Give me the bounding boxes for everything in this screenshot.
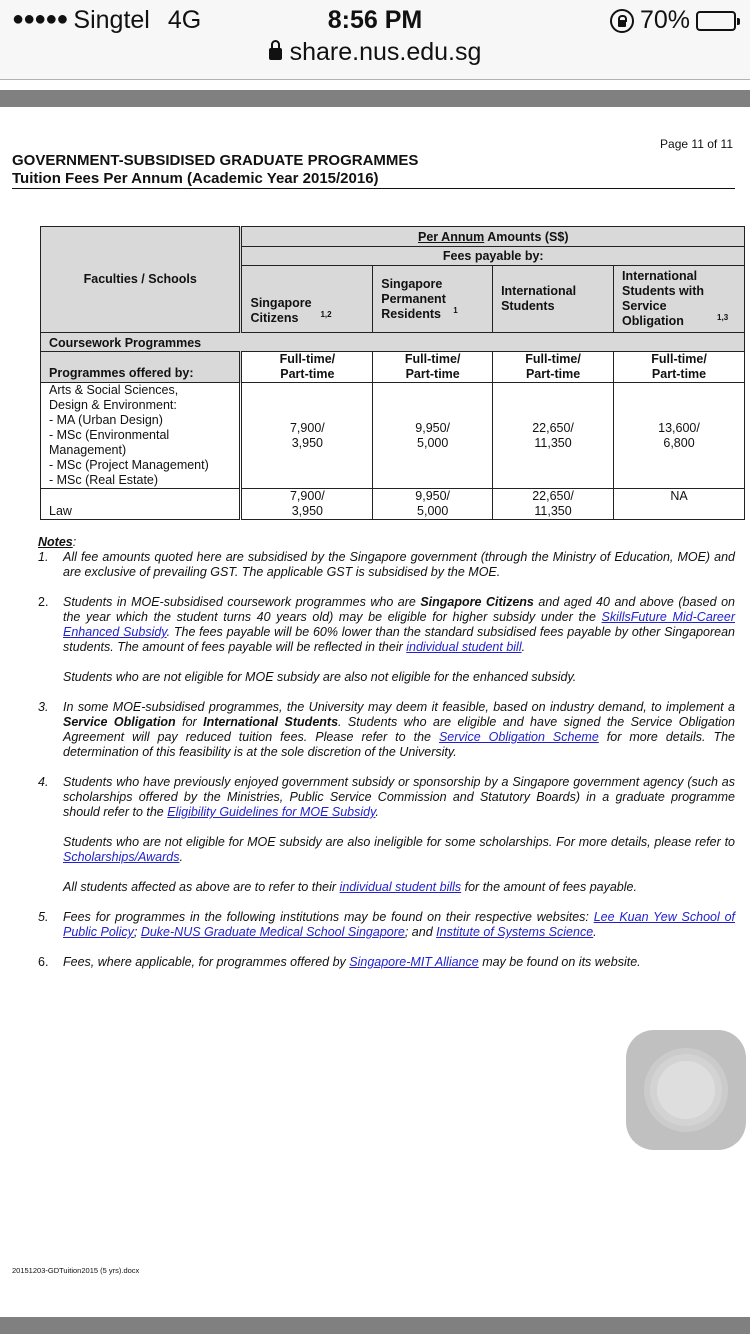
assistive-touch-button[interactable] xyxy=(626,1030,746,1150)
fee-cell: 9,950/ 5,000 xyxy=(373,489,493,520)
column-header-international-so: International Students with Service Obligation $^{1,3}$ xyxy=(614,266,745,333)
notes-heading: Notes: xyxy=(38,535,77,549)
address-bar[interactable] xyxy=(0,38,750,67)
battery-percent: 70% xyxy=(639,6,690,34)
eligibility-guidelines-link[interactable]: Eligibility Guidelines for MOE Subsidy xyxy=(167,805,376,819)
scholarships-awards-link[interactable]: Scholarships/Awards xyxy=(63,850,180,864)
url-text[interactable]: share.nus.edu.sg xyxy=(289,38,482,66)
page-separator-top xyxy=(0,90,750,107)
individual-student-bills-link[interactable]: individual student bills xyxy=(339,880,462,894)
fees-payable-by-header: Fees payable by: xyxy=(241,247,745,266)
rotation-lock-icon xyxy=(610,9,634,33)
mode-header-international-so: Full-time/ Part-time xyxy=(614,352,745,383)
column-header-pr: Singapore Permanent Residents $^1$ xyxy=(373,266,493,333)
table-row xyxy=(41,383,745,489)
fee-cell: 7,900/ 3,950 xyxy=(241,383,373,489)
page-separator-bottom xyxy=(0,1317,750,1334)
mode-header-citizens: Full-time/ Part-time xyxy=(241,352,373,383)
assistive-touch-ring-inner xyxy=(657,1061,715,1119)
fee-cell: NA xyxy=(614,489,745,520)
faculty-cell: Law xyxy=(41,489,241,520)
table-row xyxy=(41,489,745,520)
fee-cell: 13,600/ 6,800 xyxy=(614,383,745,489)
note-2: 2. Students in MOE-subsidised coursework programmes who are Singapore Citizens and aged 40 and above (based on the year which the student turns 40 years old) may be eligible for higher subsidy under the SkillsFuture Mid-Career Enhanced Subsidy. The fees payable will be 60% lower than the standard subsidised fees payable by other Singaporean students. The amount of fees payable will be reflected in their individual student bill. Students who are not eligible for MOE subsidy are also not eligible for the enhanced subsidy. xyxy=(38,595,735,684)
notes-section xyxy=(38,535,735,970)
individual-student-bill-link[interactable]: individual student bill xyxy=(406,640,522,654)
document-subtitle: Tuition Fees Per Annum (Academic Year 2015/2016) xyxy=(12,170,379,187)
battery-info xyxy=(610,6,736,35)
carrier-name: Singtel xyxy=(73,6,150,34)
note-1: 1. All fee amounts quoted here are subsidised by the Singapore government (through the Ministry of Education, MOE) and are exclusive of prevailing GST. The applicable GST is subsidised by the MOE. xyxy=(38,550,735,579)
note-3: 3. In some MOE-subsidised programmes, the University may deem it feasible, based on industry demand, to implement a Service Obligation for International Students. Students who are eligible and have signed the Service Obligation Agreement will pay reduced tuition fees. Please refer to the Service Obligation Scheme for more details. The determination of this feasibility is at the sole discretion of the University. xyxy=(38,700,735,759)
programmes-offered-by-header: Programmes offered by: xyxy=(41,352,241,383)
status-bar xyxy=(0,4,750,38)
section-coursework: Coursework Programmes xyxy=(41,333,745,352)
tuition-fees-table xyxy=(40,226,745,520)
iss-link[interactable]: Institute of Systems Science xyxy=(436,925,594,939)
signal-strength-icon: ●●●●● xyxy=(12,8,68,30)
lock-icon xyxy=(269,48,282,60)
clock: 8:56 PM xyxy=(327,6,423,34)
service-obligation-scheme-link[interactable]: Service Obligation Scheme xyxy=(438,730,599,744)
note-6: 6. Fees, where applicable, for programmes offered by Singapore-MIT Alliance may be found on its website. xyxy=(38,955,641,969)
faculty-cell: Arts & Social Sciences, Design & Environment: - MA (Urban Design) - MSc (Environmental Management) - MSc (Project Management) - MSc (Real Estate) xyxy=(41,383,241,489)
column-header-citizens: Singapore Citizens $^{1,2}$ xyxy=(241,266,373,333)
note-4: 4. Students who have previously enjoyed government subsidy or sponsorship by a Singapore government agency (such as scholarships offered by the Ministries, Public Service Commission and Statutory Boards) in a graduate programme should refer to the Eligibility Guidelines for MOE Subsidy. Students who are not eligible for MOE subsidy are also ineligible for some scholarships. For more details, please refer to Scholarships/Awards. All students affected as above are to refer to their individual student bills for the amount of fees payable. xyxy=(38,775,735,894)
fee-cell: 22,650/ 11,350 xyxy=(493,489,614,520)
amounts-header: Per Annum Amounts (S$) xyxy=(241,227,745,247)
document-title: GOVERNMENT-SUBSIDISED GRADUATE PROGRAMMES xyxy=(12,152,419,169)
note-5: 5. Fees for programmes in the following institutions may be found on their respective websites: Lee Kuan Yew School of Public Policy; Duke-NUS Graduate Medical School Singapore; and Institute of Systems Science. xyxy=(38,910,735,939)
document-heading xyxy=(12,152,418,188)
skillsfuture-link[interactable]: SkillsFuture Mid-Career Enhanced Subsidy xyxy=(63,610,735,639)
mode-header-international: Full-time/ Part-time xyxy=(493,352,614,383)
fee-cell: 9,950/ 5,000 xyxy=(373,383,493,489)
singapore-mit-alliance-link[interactable]: Singapore-MIT Alliance xyxy=(349,955,479,969)
fee-cell: 7,900/ 3,950 xyxy=(241,489,373,520)
mode-header-pr: Full-time/ Part-time xyxy=(373,352,493,383)
network-type: 4G xyxy=(167,6,202,34)
page-number: Page 11 of 11 xyxy=(660,137,733,151)
column-header-international: International Students xyxy=(493,266,614,333)
fee-cell: 22,650/ 11,350 xyxy=(493,383,614,489)
battery-icon xyxy=(696,11,736,31)
faculties-header: Faculties / Schools xyxy=(41,227,241,333)
browser-top-bar xyxy=(0,0,750,80)
document-footer-filename: 20151203-GDTuition2015 (5 yrs).docx xyxy=(12,1266,140,1275)
heading-divider xyxy=(12,188,735,189)
lkyspp-link[interactable]: Lee Kuan Yew School of Public Policy xyxy=(63,910,735,939)
duke-nus-link[interactable]: Duke-NUS Graduate Medical School Singapore xyxy=(140,925,405,939)
